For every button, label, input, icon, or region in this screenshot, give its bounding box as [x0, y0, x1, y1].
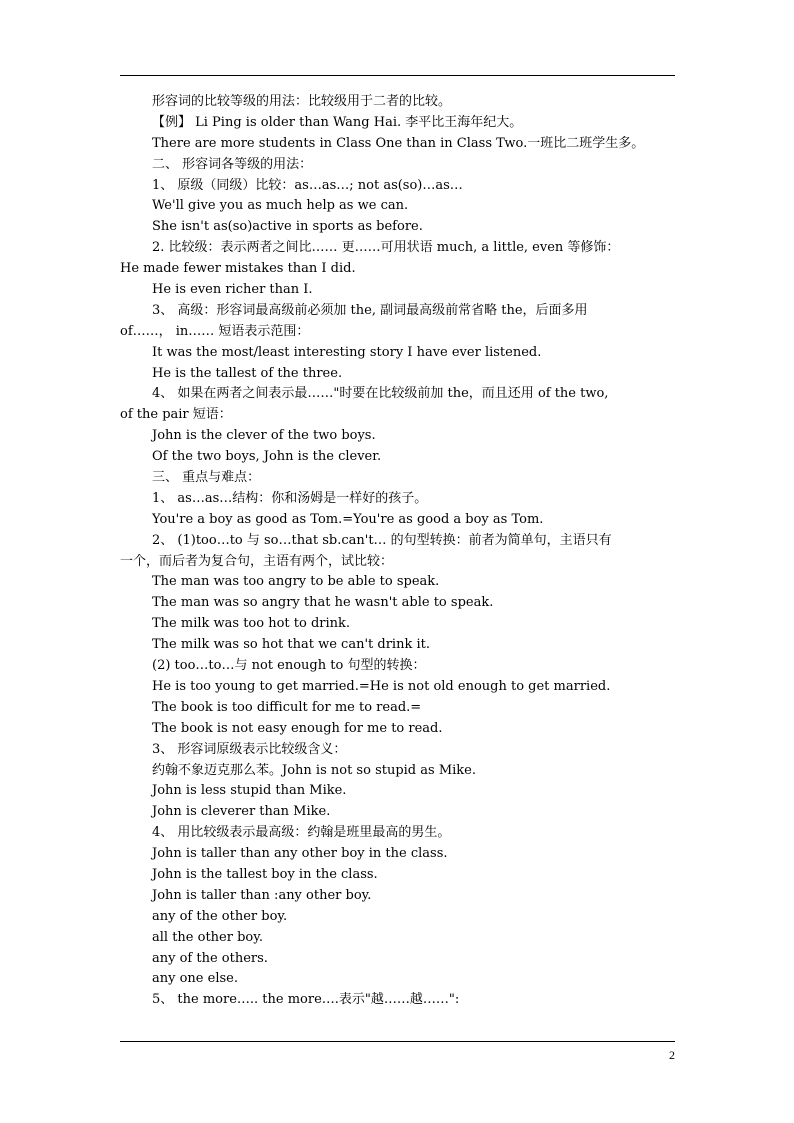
text-line: all the other boy.	[152, 929, 263, 945]
text-line: 约翰不象迈克那么苯。John is not so stupid as Mike.	[152, 762, 476, 778]
text-line: John is less stupid than Mike.	[152, 783, 347, 799]
text-line: any of the other boy.	[152, 908, 288, 924]
text-line: The milk was so hot that we can't drink it.	[152, 637, 430, 653]
text-line: The book is too difficult for me to read.=	[152, 699, 422, 715]
text-line: any one else.	[152, 971, 238, 987]
text-line: John is the tallest boy in the class.	[152, 866, 378, 882]
text-line: of……， in…… 短语表示范围：	[120, 323, 310, 339]
text-line: John is the clever of the two boys.	[152, 428, 376, 444]
text-line: 3、 高级：形容词最高级前必须加 the, 副词最高级前常省略 the，后面多用	[152, 302, 588, 318]
text-line: 二、 形容词各等级的用法：	[152, 156, 313, 172]
footer-rule	[120, 1041, 675, 1042]
text-line: She isn't as(so)active in sports as before.	[152, 219, 423, 235]
document-body	[120, 92, 680, 1011]
text-line: The milk was too hot to drink.	[152, 616, 351, 632]
text-line: 形容词的比较等级的用法：比较级用于二者的比较。	[152, 94, 452, 109]
text-line: The man was too angry to be able to speak.	[152, 574, 440, 590]
text-line: He is the tallest of the three.	[152, 365, 343, 381]
text-line: 3、 形容词原级表示比较级含义：	[152, 741, 347, 757]
text-line: There are more students in Class One than in Class Two.一班比二班学生多。	[152, 135, 645, 151]
header-rule	[120, 75, 675, 76]
text-line: 4、 用比较级表示最高级：约翰是班里最高的男生。	[152, 825, 451, 841]
text-line: 【例】 Li Ping is older than Wang Hai. 李平比王海年纪大。	[152, 114, 523, 130]
text-line: John is taller than :any other boy.	[152, 887, 372, 903]
text-line: 4、 如果在两者之间表示最……"时要在比较级前加 the，而且还用 of the two,	[152, 386, 609, 402]
text-line: You're a boy as good as Tom.=You're as good a boy as Tom.	[152, 511, 544, 527]
text-line: He is too young to get married.=He is not old enough to get married.	[152, 678, 611, 694]
text-line: 一个，而后者为复合句，主语有两个，试比较：	[120, 553, 394, 569]
text-line: The man was so angry that he wasn't able to speak.	[152, 595, 494, 611]
text-line: any of the others.	[152, 950, 268, 966]
text-line: 三、 重点与难点：	[152, 470, 261, 486]
text-line: 1、 as…as…结构：你和汤姆是一样好的孩子。	[152, 490, 428, 506]
text-line: 1、 原级（同级）比较：as…as…; not as(so)…as…	[152, 177, 463, 193]
text-line: It was the most/least interesting story I have ever listened.	[152, 344, 542, 360]
text-line: John is cleverer than Mike.	[152, 804, 331, 820]
text-line: We'll give you as much help as we can.	[152, 198, 409, 214]
text-line: Of the two boys, John is the clever.	[152, 449, 382, 465]
text-line: 2、 (1)too…to 与 so…that sb.can't… 的句型转换：前者为简单句，主语只有	[152, 532, 612, 548]
text-line: He made fewer mistakes than I did.	[120, 261, 356, 277]
page-number: 2	[669, 1048, 675, 1062]
text-line: John is taller than any other boy in the class.	[152, 846, 448, 862]
text-line: He is even richer than I.	[152, 282, 313, 298]
text-line: (2) too…to…与 not enough to 句型的转换：	[152, 658, 426, 674]
text-line: of the pair 短语：	[120, 407, 232, 423]
text-line: 5、 the more….. the more….表示"越……越……":	[152, 992, 460, 1008]
text-line: The book is not easy enough for me to read.	[152, 720, 443, 736]
text-line: 2. 比较级：表示两者之间比…… 更……可用状语 much, a little, even 等修饰：	[152, 240, 620, 256]
